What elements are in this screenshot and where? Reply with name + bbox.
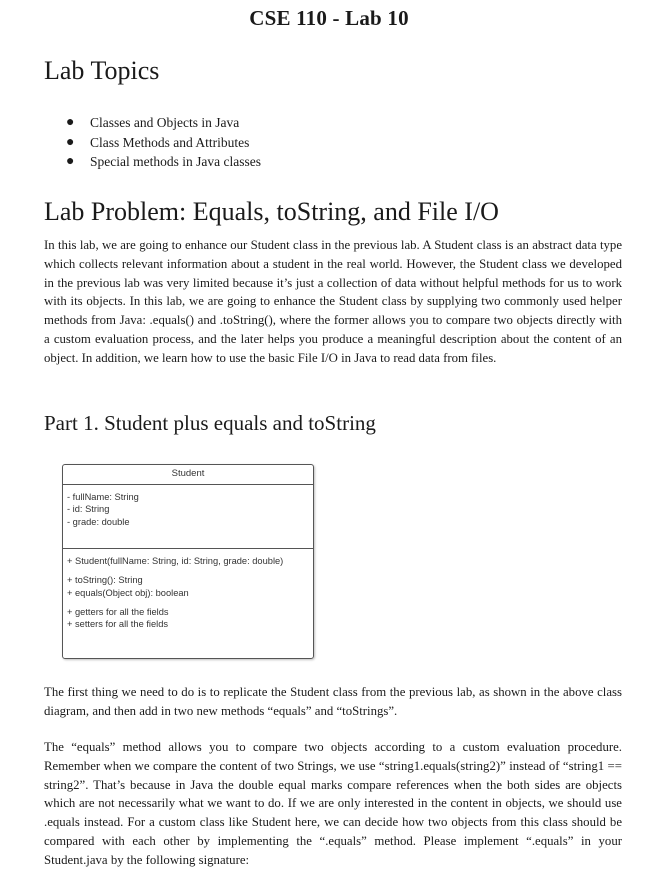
list-item: ● Classes and Objects in Java	[60, 113, 261, 133]
student-class-diagram	[62, 464, 314, 659]
accessor-row: + setters for all the fields	[67, 619, 169, 630]
equals-paragraph: The “equals” method allows you to compare two objects according to a custom evaluation procedure. Remember when we compare the content of two Strings, we use “string1.equals(string2)” instead of “string1 == string2”. That’s because in Java the double equal marks compare references when the both sides are objects which are not necessarily what we want to do. If we are only interested in the content in objects, we should use .equals instead. For a custom class like Student here, we can decide how two objects from this class should be compared with each other by implementing the “.equals” method. Please implement “.equals” in your Student.java by the following signature:	[44, 740, 622, 867]
attribute-row: - grade: double	[67, 516, 130, 527]
list-item: ● Class Methods and Attributes	[60, 133, 261, 153]
attribute-row: - id: String	[67, 504, 110, 515]
bullet-icon: ●	[66, 134, 75, 150]
constructor-row: + Student(fullName: String, id: String, grade: double)	[67, 556, 284, 566]
intro-paragraph: In this lab, we are going to enhance our Student class in the previous lab. A Student class is an abstract data type which collects relevant information about a student in the real world. However, the Student class we developed in the previous lab was very limited because it’s just a collection of data without helpful methods for us to work with its objects. In this lab, we are going to enhance the Student class by supplying two commonly used helper methods from Java: .equals() and .toString(), where the former allows you to compare two objects directly with a custom evaluation process, and the later helps you produce a meaningful description about the content of an object. In addition, we learn how to use the basic File I/O in Java to read data from files.	[44, 238, 622, 365]
document-title: CSE 110 - Lab 10	[249, 6, 409, 30]
lab-topics-heading: Lab Topics	[44, 56, 160, 85]
accessor-row: + getters for all the fields	[67, 606, 169, 617]
lab-problem-heading: Lab Problem: Equals, toString, and File I/O	[44, 197, 499, 226]
bullet-icon: ●	[66, 154, 75, 169]
class-methods	[63, 549, 313, 630]
class-attributes	[63, 485, 313, 549]
part1-heading: Part 1. Student plus equals and toString	[44, 411, 376, 435]
list-item: ● Special methods in Java classes	[60, 152, 261, 172]
diagram-description-paragraph: The first thing we need to do is to replicate the Student class from the previous lab, as shown in the above class diagram, and then add in two new methods “equals” and “toStrings”.	[44, 685, 622, 718]
method-row: + toString(): String	[67, 575, 143, 586]
bullet-icon: ●	[66, 115, 75, 130]
class-name: Student	[63, 465, 313, 485]
topics-list	[60, 113, 261, 172]
method-row: + equals(Object obj): boolean	[67, 587, 189, 598]
attribute-row: - fullName: String	[67, 492, 139, 502]
